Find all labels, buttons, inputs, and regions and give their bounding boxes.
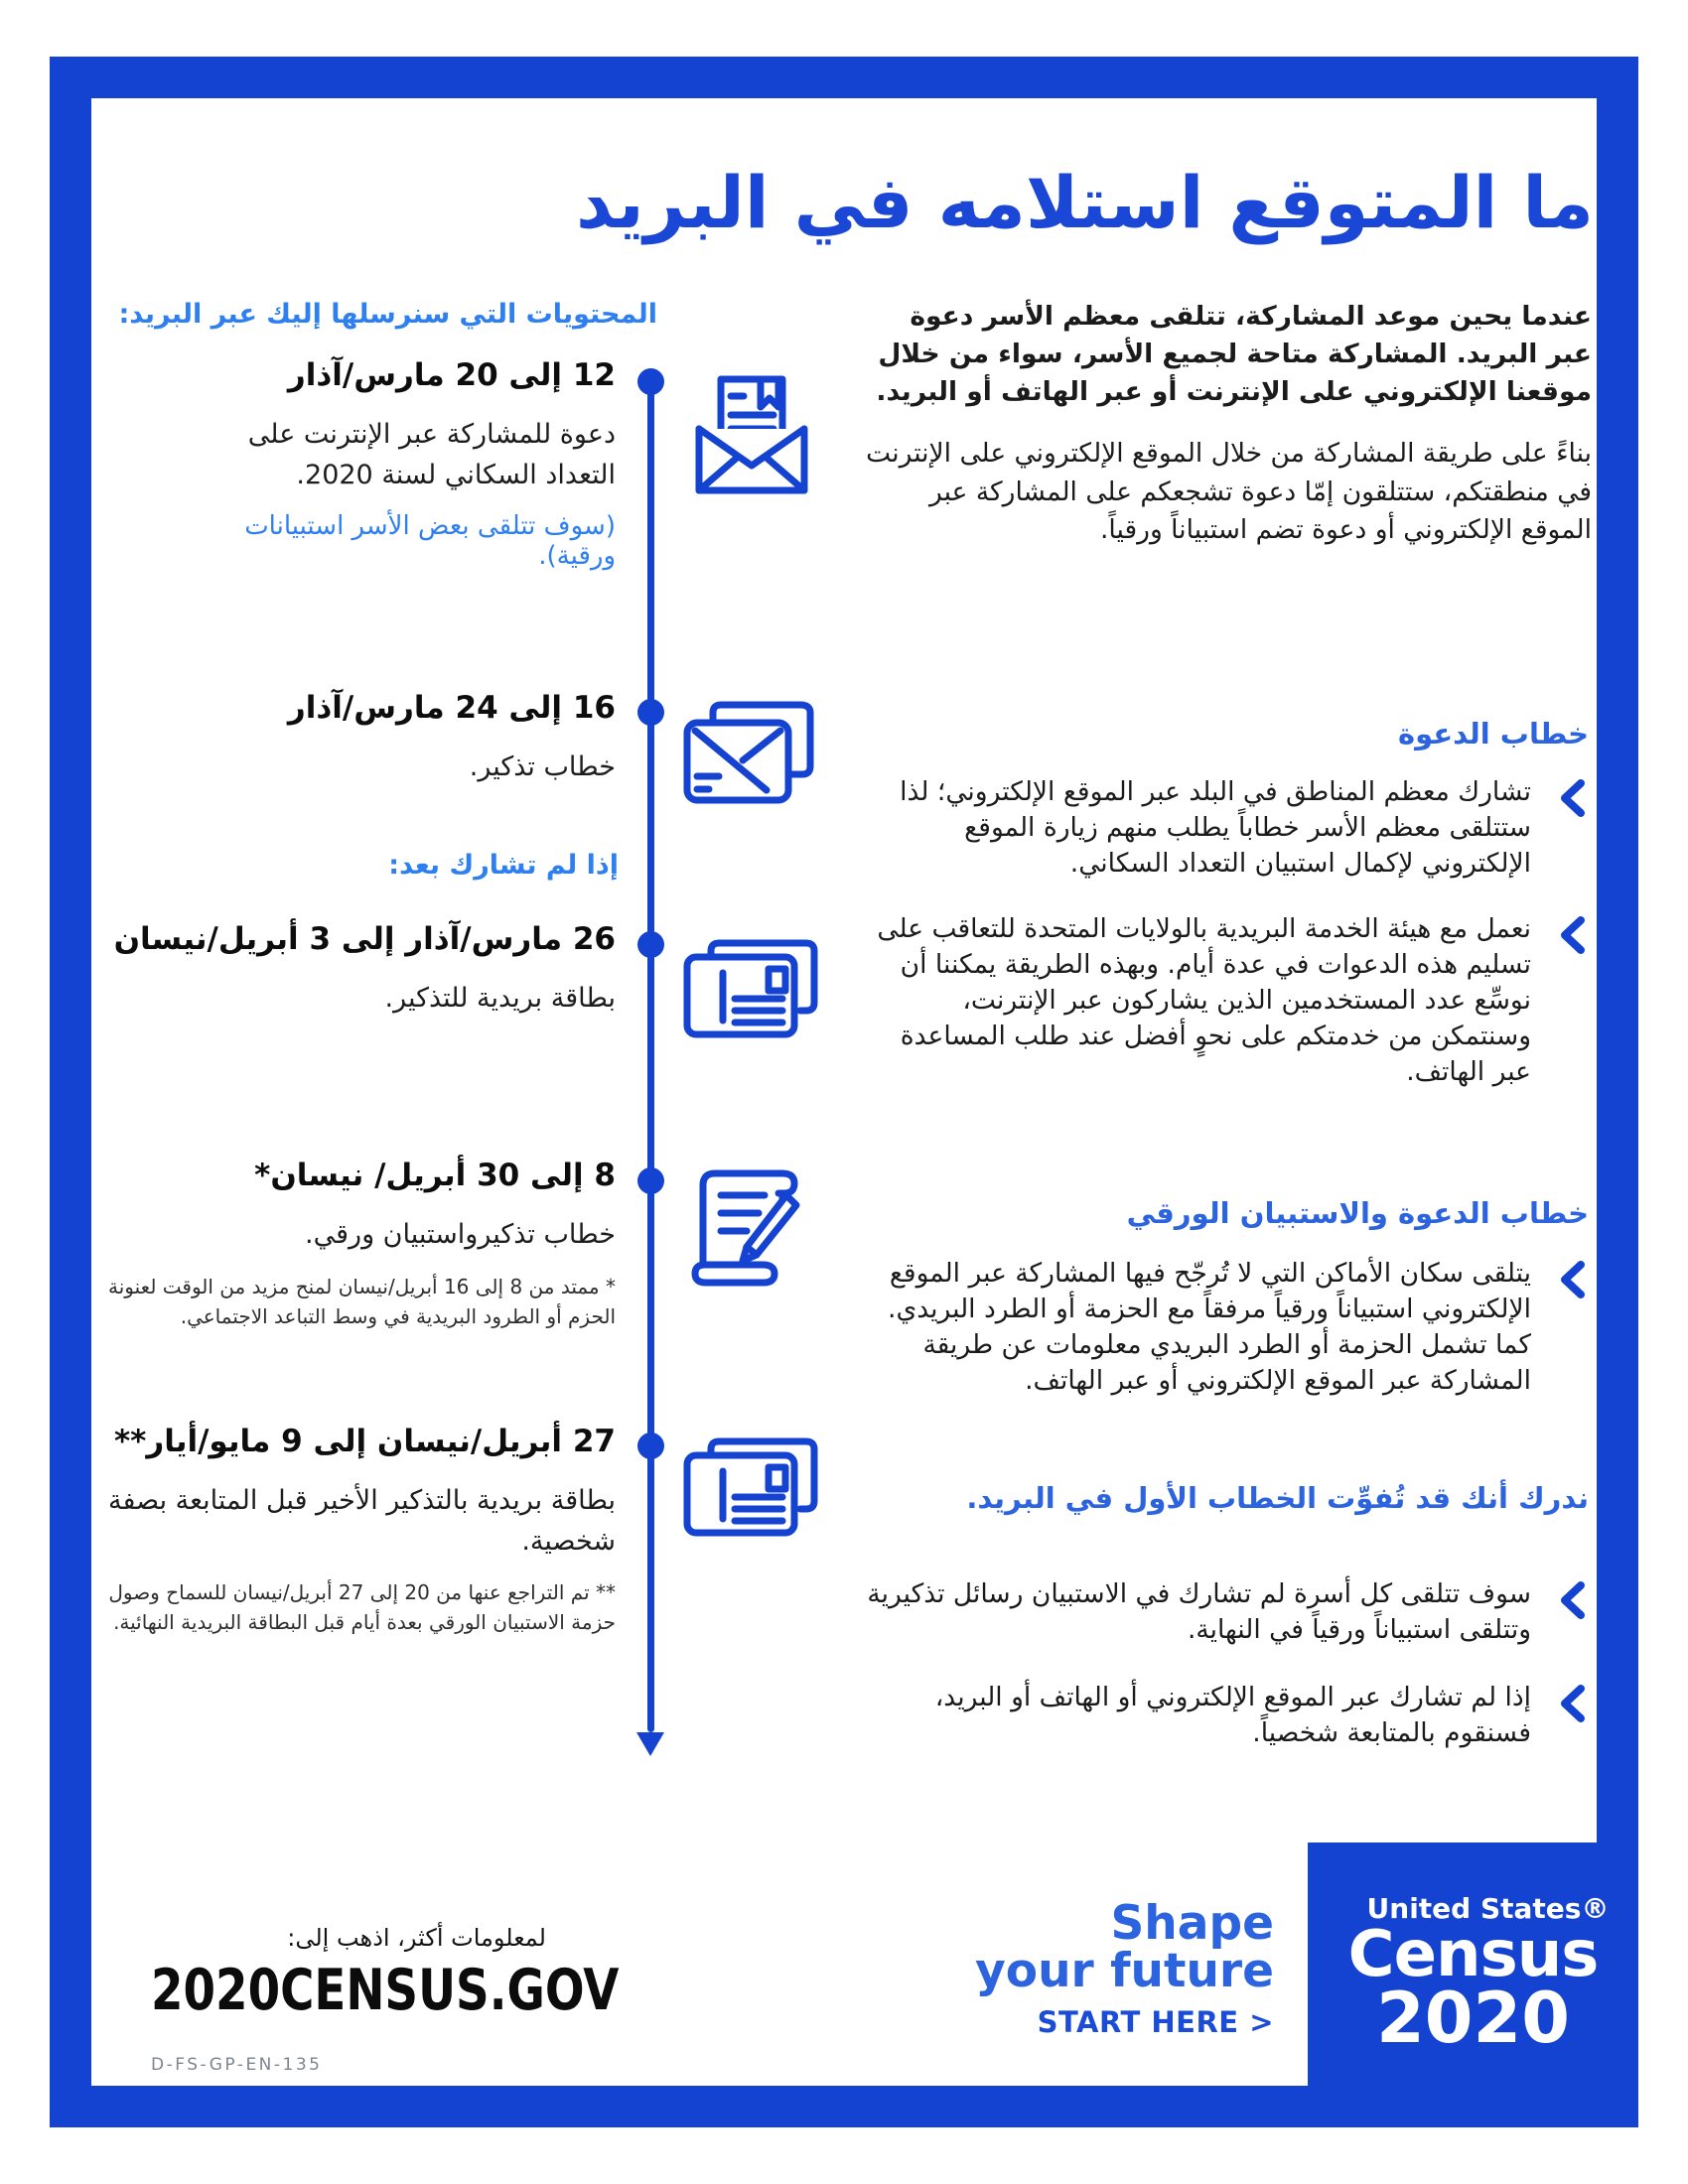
section-header: خطاب الدعوة والاستبيان الورقي	[1126, 1196, 1589, 1230]
timeline-entry	[89, 1158, 616, 1331]
timeline-dot	[637, 699, 664, 726]
timeline-text: بطاقة بريدية للتذكير.	[384, 983, 616, 1014]
timeline-note: (سوف تتلقى بعض الأسر استبيانات ورقية).	[244, 511, 616, 571]
timeline-date: 8 إلى 30 أبريل/ نيسان*	[254, 1158, 616, 1193]
timeline-subheader: إذا لم تشارك بعد:	[388, 850, 619, 881]
more-info-label: لمعلومات أكثر، اذهب إلى:	[287, 1924, 546, 1952]
website-link[interactable]: 2020CENSUS.GOV	[151, 1958, 620, 2023]
logo-census: Census	[1347, 1918, 1599, 1991]
chevron-left-icon	[1559, 1261, 1585, 1298]
bullet-text: نعمل مع هيئة الخدمة البريدية بالولايات المتحدة للتعاقب على تسليم هذه الدعوات في عدة أيام. وبهذه الطريقة يمكننا أن نوسِّع عدد المستخدمين الذين يشاركون عبر الإنترنت، وسنتمكن من خدمتكم على نحوٍ أفضل عند طلب المساعدة عبر الهاتف.	[877, 913, 1531, 1088]
bullet-item	[859, 911, 1589, 1090]
scroll-pencil-icon	[687, 1161, 808, 1289]
bullet-text: سوف تتلقى كل أسرة لم تشارك في الاستبيان رسائل تذكيرية وتتلقى استبياناً ورقياً في النهاية.	[867, 1578, 1531, 1646]
timeline-line	[647, 382, 654, 1732]
timeline-text: بطاقة بريدية بالتذكير الأخير قبل المتابعة بصفة شخصية.	[108, 1485, 616, 1557]
postcard-icon	[683, 1433, 818, 1537]
timeline-dot	[637, 1167, 664, 1194]
timeline-text: خطاب تذكير.	[469, 751, 616, 782]
bullet-text: إذا لم تشارك عبر الموقع الإلكتروني أو الهاتف أو البريد، فسنقوم بالمتابعة شخصياً.	[934, 1682, 1531, 1749]
timeline-footnote: ** تم التراجع عنها من 20 إلى 27 أبريل/نيسان للسماح وصول حزمة الاستبيان الورقي بعدة أيام قبل البطاقة البريدية النهائية.	[108, 1580, 616, 1634]
timeline-date: 27 أبريل/نيسان إلى 9 مايو/أيار**	[113, 1424, 616, 1459]
timeline-header: المحتويات التي سنرسلها إليك عبر البريد:	[118, 299, 657, 330]
timeline-footnote: * ممتد من 8 إلى 16 أبريل/نيسان لمنح مزيد من الوقت لعنونة الحزم أو الطرود البريدية في وسط التباعد الاجتماعي.	[108, 1274, 616, 1328]
intro-block	[857, 298, 1592, 549]
timeline-entry	[74, 1424, 616, 1637]
section-header: خطاب الدعوة	[1398, 717, 1589, 751]
open-envelope-icon	[691, 369, 812, 498]
envelopes-icon	[683, 695, 814, 812]
timeline-date: 26 مارس/آذار إلى 3 أبريل/نيسان	[113, 921, 616, 957]
timeline-entry	[60, 921, 616, 1020]
bullet-item	[859, 1256, 1589, 1399]
intro-paragraph-bold: عندما يحين موعد المشاركة، تتلقى معظم الأسر دعوة عبر البريد. المشاركة متاحة لجميع الأسر، سواء من خلال موقعنا الإلكتروني على الإنترنت أو عبر الهاتف أو البريد.	[876, 301, 1592, 408]
timeline-dot	[637, 1433, 664, 1459]
timeline-date: 12 إلى 20 مارس/آذار	[287, 357, 616, 393]
start-here-cta[interactable]: START HERE >	[1037, 2004, 1274, 2039]
bullet-text: يتلقى سكان الأماكن التي لا تُرجّح فيها المشاركة عبر الموقع الإلكتروني استبياناً ورقياً مرفقاً مع الحزمة أو الطرد البريدي. كما تشمل الحزمة أو الطرد البريدي معلومات عن طريقة المشاركة عبر الموقع الإلكتروني أو عبر الهاتف.	[888, 1258, 1531, 1397]
timeline-entry	[209, 357, 616, 571]
tagline-line2: your future	[975, 1943, 1274, 1998]
timeline-text: دعوة للمشاركة عبر الإنترنت على التعداد السكاني لسنة 2020.	[247, 419, 616, 490]
census-2020-logo	[1308, 1843, 1638, 2086]
bullet-item	[859, 1576, 1589, 1648]
timeline-arrow-down-icon	[636, 1732, 664, 1756]
logo-united-states: United States®	[1366, 1892, 1610, 1925]
postcard-icon	[683, 935, 818, 1038]
bullet-item	[859, 1680, 1589, 1751]
timeline-date: 16 إلى 24 مارس/آذار	[287, 690, 616, 726]
chevron-left-icon	[1559, 1685, 1585, 1722]
chevron-left-icon	[1559, 779, 1585, 817]
section-header: ندرك أنك قد تُفوِّت الخطاب الأول في البريد.	[966, 1481, 1589, 1515]
page-title: ما المتوقع استلامه في البريد	[575, 161, 1594, 244]
timeline-entry	[209, 690, 616, 788]
bullet-text: تشارك معظم المناطق في البلد عبر الموقع الإلكتروني؛ لذا ستتلقى معظم الأسر خطاباً يطلب منهم زيارة الموقع الإلكتروني لإكمال استبيان التعداد السكاني.	[900, 776, 1531, 880]
chevron-left-icon	[1559, 916, 1585, 954]
timeline-dot	[637, 368, 664, 395]
logo-2020: 2020	[1376, 1977, 1570, 2059]
tagline-line1: Shape	[1110, 1896, 1274, 1951]
bullet-item	[859, 774, 1589, 882]
intro-paragraph: بناءً على طريقة المشاركة من خلال الموقع الإلكتروني على الإنترنت في منطقتكم، ستتلقون إمّا دعوة تشجعكم على المشاركة عبر الموقع الإلكتروني أو دعوة تضم استبياناً ورقياً.	[866, 438, 1592, 545]
timeline-text: خطاب تذكيرواستبيان ورقي.	[305, 1219, 616, 1250]
document-code: D-FS-GP-EN-135	[151, 2055, 323, 2075]
timeline-dot	[637, 931, 664, 958]
chevron-left-icon	[1559, 1581, 1585, 1619]
tagline-block	[975, 1896, 1274, 2039]
